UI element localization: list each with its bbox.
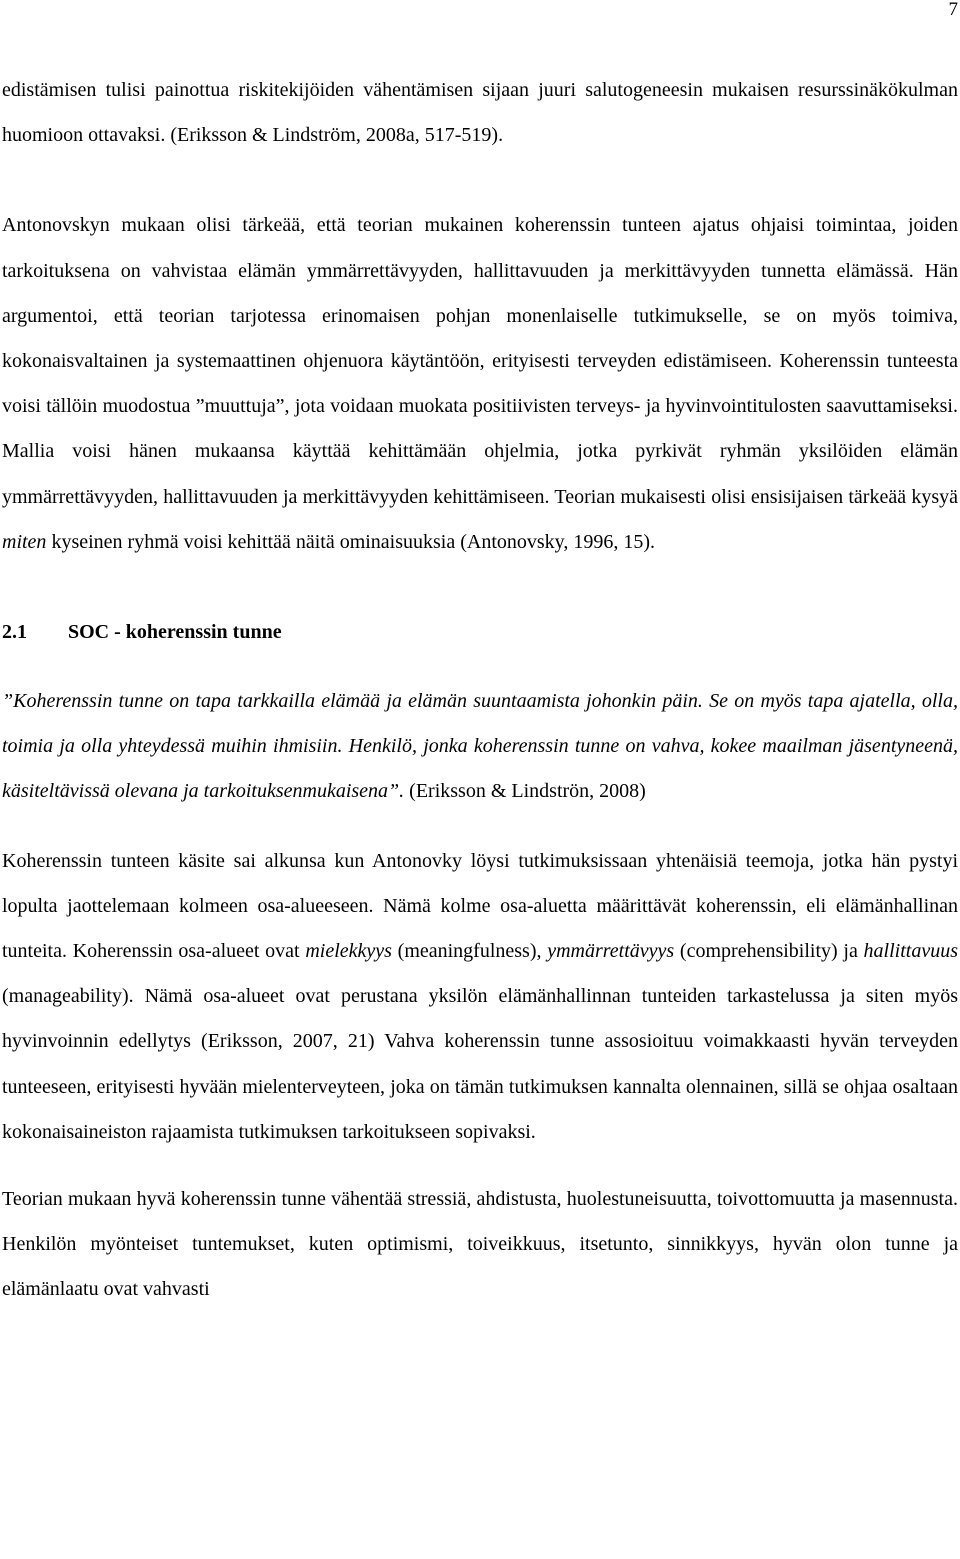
paragraph-antonovsky <box>2 203 958 565</box>
paragraph-text: Koherenssin tunteen käsite sai alkunsa kun Antonovky löysi tutkimuksissaan yhtenäisiä teemoja, jotka hän pystyi lopulta jaottelemaan kolmeen osa-alueeseen. Nämä kolme osa-aluetta määrittävät koherenssin, eli elämänhallinan tunteita. Koherenssin osa-alueet ovat <box>2 849 958 963</box>
block-quote <box>2 679 958 815</box>
paragraph-intro-continuation: edistämisen tulisi painottua riskitekijöiden vähentämisen sijaan juuri salutogeneesin mukaisen resurssinäkökulman huomioon ottavaksi. (Eriksson & Lindström, 2008a, 517-519). <box>2 79 958 147</box>
page-number: 7 <box>948 0 958 20</box>
section-heading <box>2 610 958 655</box>
quote-citation: (Eriksson & Lindströn, 2008) <box>404 780 646 803</box>
quote-text: ”Koherenssin tunne on tapa tarkkailla elämää ja elämän suuntaamista johonkin päin. Se on myös tapa ajatella, olla, toimia ja olla yhteydessä muihin ihmisiin. Henkilö, jonka koherenssin tunne on vahva, kokee maailman jäsentyneenä, käsiteltävissä olevana ja tarkoituksenmukaisena”. <box>2 690 958 803</box>
term-mielekkyys: mielekkyys <box>305 940 392 963</box>
term-ymmarrettavyys: ymmärrettävyys <box>547 940 675 963</box>
paragraph-text: Antonovskyn mukaan olisi tärkeää, että teorian mukainen koherenssin tunteen ajatus ohjaisi toimintaa, joiden tarkoituksena on vahvistaa elämän ymmärrettävyyden, hallittavuuden ja merkittävyyden tunnetta elämässä. Hän argumentoi, että teorian tarjotessa erinomaisen pohjan monenlaiselle tutkimukselle, se on myös toimiva, kokonaisvaltainen ja systemaattinen ohjenuora käytäntöön, erityisesti terveyden edistämiseen. Koherenssin tunteesta voisi tällöin muodostua ”muuttuja”, jota voidaan muokata positiivisten terveys- ja hyvinvointitulosten saavuttamiseksi. Mallia voisi hänen mukaansa käyttää kehittämään ohjelmia, jotka pyrkivät ryhmän yksilöiden elämän ymmärrettävyyden, hallittavuuden ja merkittävyyden kehittämiseen. Teorian mukaisesti olisi ensisijaisen tärkeää kysyä <box>2 214 958 508</box>
term-hallittavuus: hallittavuus <box>863 940 958 963</box>
paragraph-text: (manageability). Nämä osa-alueet ovat perustana yksilön elämänhallinnan tunteiden tarkastelussa ja siten myös hyvinvoinnin edellytys (Eriksson, 2007, 21) Vahva koherenssin tunne assosioituu voimakkaasti hyvän terveyden tunteeseen, erityisesti hyvään mielenterveyteen, joka on tämän tutkimuksen kannalta olennainen, sillä se ohjaa osaltaan kokonaisaineiston rajaamista tutkimuksen tarkoitukseen sopivaksi. <box>2 985 958 1143</box>
section-title: SOC - koherenssin tunne <box>68 621 282 644</box>
paragraph-text: (comprehensibility) ja <box>674 940 864 963</box>
section-number: 2.1 <box>2 621 27 644</box>
paragraph-text: (meaningfulness), <box>391 940 548 963</box>
emphasis-miten: miten <box>2 530 47 553</box>
paragraph-stress: Teorian mukaan hyvä koherenssin tunne vähentää stressiä, ahdistusta, huolestuneisuutta, toivottomuutta ja masennusta. Henkilön myönteiset tuntemukset, kuten optimismi, toiveikkuus, itsetunto, sinnikkyys, hyvän olon tunne ja elämänlaatu ovat vahvasti <box>2 1188 958 1301</box>
document-body <box>2 68 958 1313</box>
paragraph-soc-concept <box>2 839 958 1155</box>
paragraph-text: kyseinen ryhmä voisi kehittää näitä ominaisuuksia (Antonovsky, 1996, 15). <box>46 530 656 553</box>
